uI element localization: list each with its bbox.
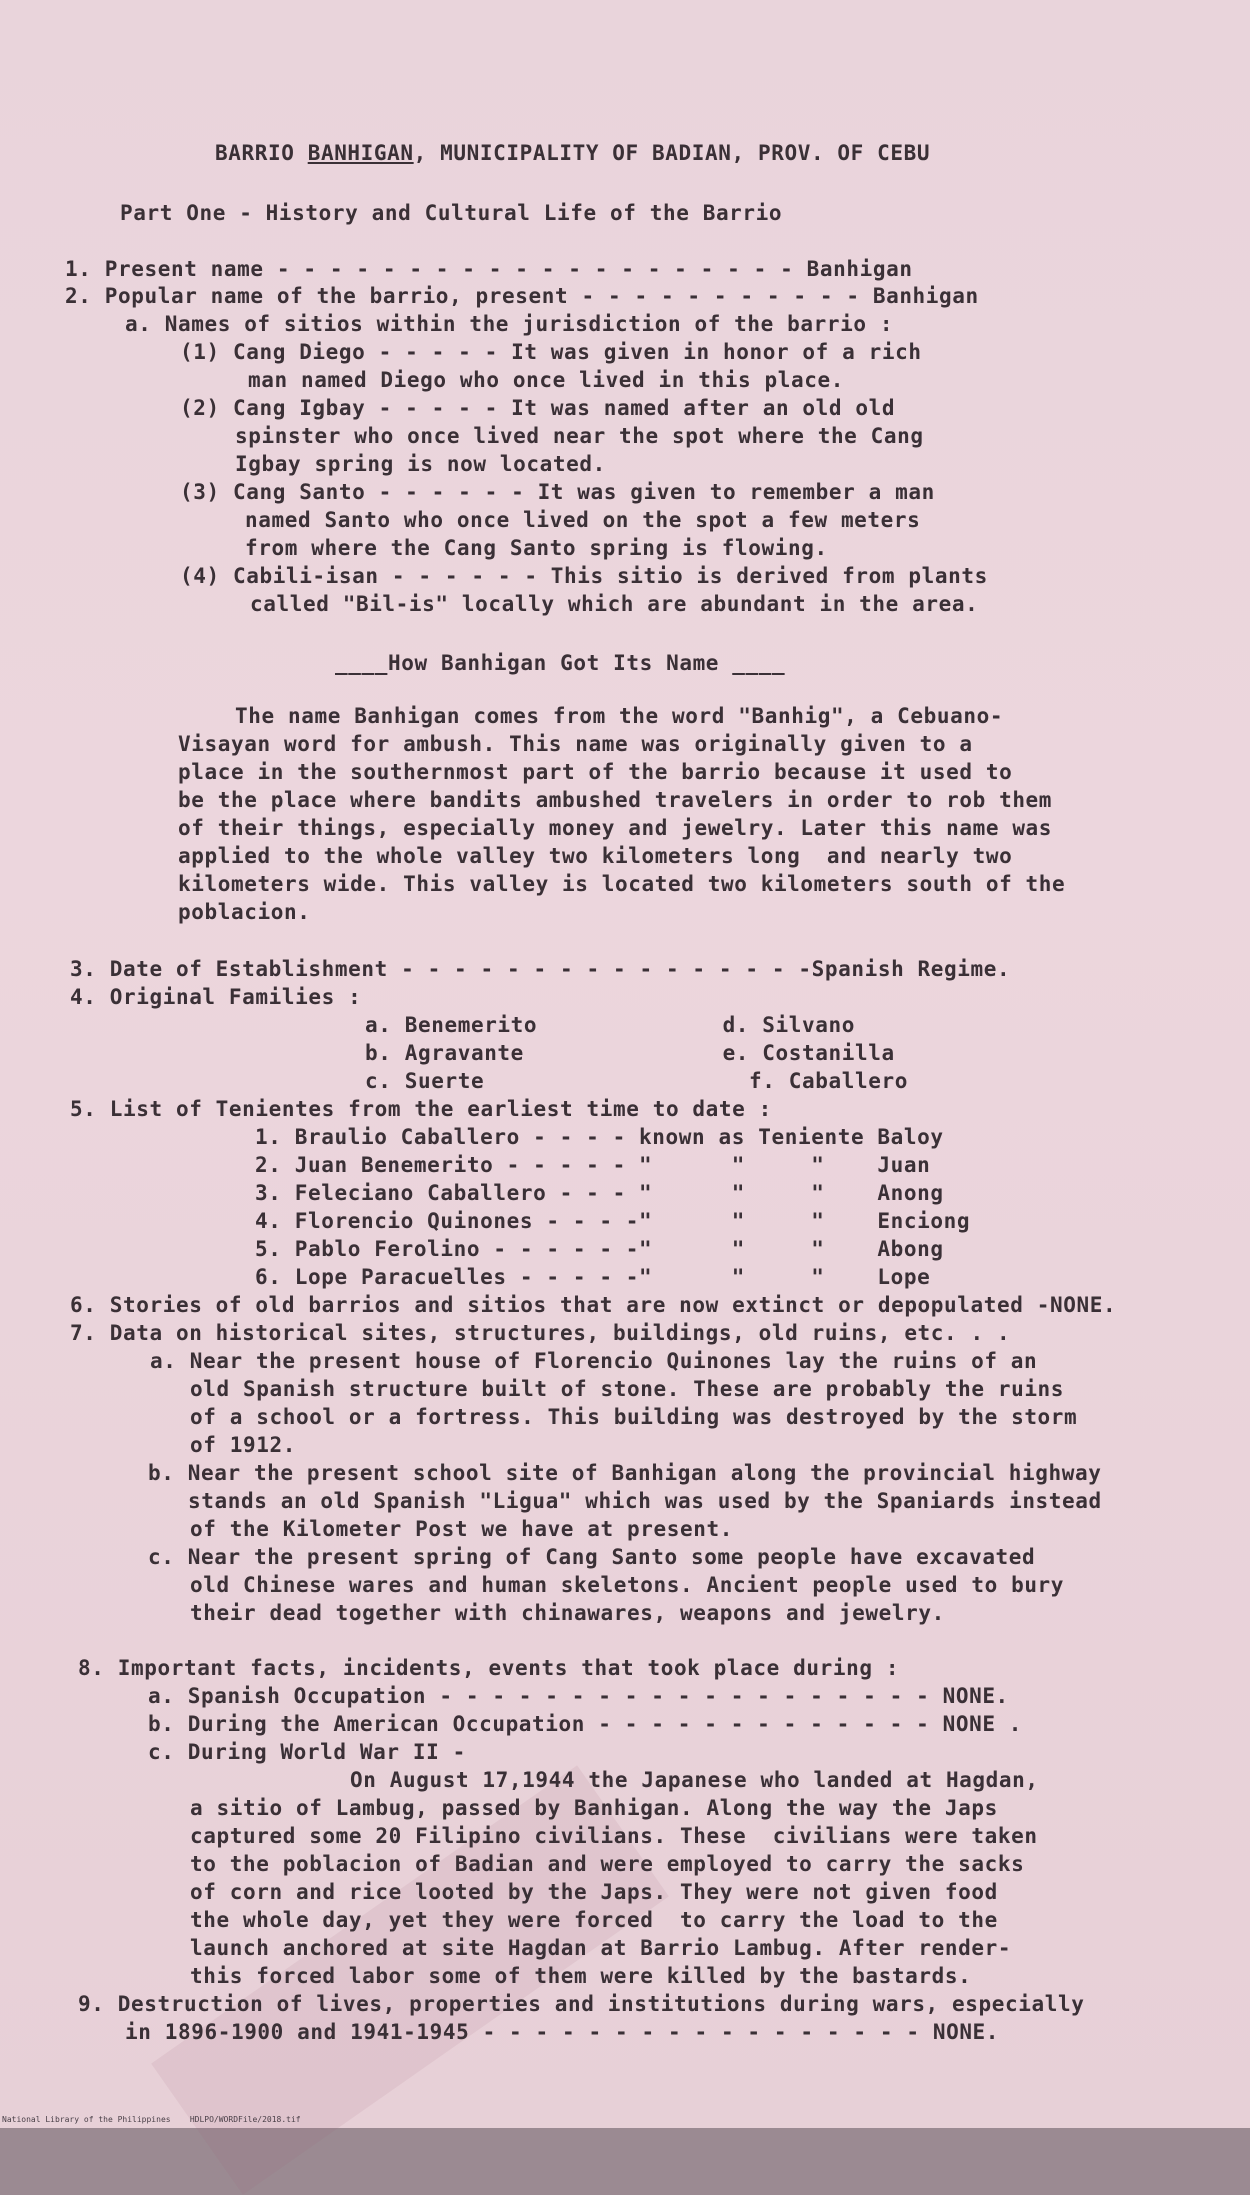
destruction-line-1: 9. Destruction of lives, properties and institutions during wars, especially: [78, 1992, 1085, 2016]
popular-name: 2. Popular name of the barrio, present - - - - - - - - - - - Banhigan: [65, 284, 979, 308]
ww2-line-7: launch anchored at site Hagdan at Barrio Lambug. After render-: [190, 1936, 1012, 1960]
historical-b-3: of the Kilometer Post we have at present.: [190, 1517, 733, 1541]
teniente-2: 2. Juan Benemerito - - - - - " " " Juan: [255, 1153, 931, 1177]
families-row-3: c. Suerte f. Caballero: [365, 1069, 908, 1093]
historical-c-2: old Chinese wares and human skeletons. Ancient people used to bury: [190, 1573, 1065, 1597]
present-name: 1. Present name - - - - - - - - - - - - - - - - - - - - Banhigan: [65, 257, 913, 281]
archive-footer: National Library of the Philippines HDLPO/WORDFile/2018.tif: [2, 2115, 301, 2124]
sitio-4-line-2: called "Bil-is" locally which are abundant in the area.: [250, 592, 979, 616]
sitio-2-line-3: Igbay spring is now located.: [235, 452, 606, 476]
families-row-1: a. Benemerito d. Silvano: [365, 1013, 855, 1037]
teniente-6: 6. Lope Paracuelles - - - - -" " " Lope: [255, 1265, 931, 1289]
title-barrio: BANHIGAN: [307, 141, 414, 165]
sitios-intro: a. Names of sitios within the jurisdiction of the barrio :: [125, 312, 894, 336]
historical-b-1: b. Near the present school site of Banhigan along the provincial highway: [148, 1461, 1102, 1485]
name-story-line-8: poblacion.: [178, 900, 311, 924]
sitio-3-line-3: from where the Cang Santo spring is flowing.: [245, 536, 828, 560]
historical-c-3: their dead together with chinawares, weapons and jewelry.: [190, 1601, 945, 1625]
ww2-line-4: to the poblacion of Badian and were employed to carry the sacks: [190, 1852, 1025, 1876]
families-row-2: b. Agravante e. Costanilla: [365, 1041, 895, 1065]
families-heading: 4. Original Families :: [70, 985, 362, 1009]
sitio-1-line-1: (1) Cang Diego - - - - - It was given in honor of a rich: [180, 340, 922, 364]
sitio-2-line-1: (2) Cang Igbay - - - - - It was named after an old old: [180, 396, 896, 420]
historical-a-3: of a school or a fortress. This building was destroyed by the storm: [190, 1405, 1078, 1429]
teniente-3: 3. Feleciano Caballero - - - " " " Anong: [255, 1181, 944, 1205]
name-story-line-3: place in the southernmost part of the barrio because it used to: [178, 760, 1013, 784]
facts-spanish: a. Spanish Occupation - - - - - - - - - - - - - - - - - - - NONE.: [148, 1684, 1009, 1708]
sitio-3-line-2: named Santo who once lived on the spot a few meters: [245, 508, 921, 532]
name-story-heading: ____How Banhigan Got Its Name ____: [335, 651, 786, 675]
historical-heading: 7. Data on historical sites, structures, buildings, old ruins, etc. . .: [70, 1321, 1011, 1345]
facts-american: b. During the American Occupation - - - - - - - - - - - - - NONE .: [148, 1712, 1023, 1736]
sitio-2-line-2: spinster who once lived near the spot where the Cang: [235, 424, 924, 448]
historical-a-2: old Spanish structure built of stone. These are probably the ruins: [190, 1377, 1065, 1401]
facts-heading: 8. Important facts, incidents, events that took place during :: [78, 1656, 900, 1680]
title-rest: , MUNICIPALITY OF BADIAN, PROV. OF CEBU: [413, 141, 931, 165]
historical-b-2: stands an old Spanish "Ligua" which was used by the Spaniards instead: [188, 1489, 1102, 1513]
part-one-heading: Part One - History and Cultural Life of the Barrio: [120, 201, 783, 225]
ww2-line-3: captured some 20 Filipino civilians. These civilians were taken: [190, 1824, 1038, 1848]
destruction-line-2: in 1896-1900 and 1941-1945 - - - - - - - - - - - - - - - - - NONE.: [125, 2020, 1000, 2044]
historical-a-4: of 1912.: [190, 1433, 296, 1457]
ww2-line-6: the whole day, yet they were forced to carry the load to the: [190, 1908, 998, 1932]
name-story-line-7: kilometers wide. This valley is located two kilometers south of the: [178, 872, 1066, 896]
teniente-4: 4. Florencio Quinones - - - -" " " Enciong: [255, 1209, 971, 1233]
name-story-line-5: of their things, especially money and jewelry. Later this name was: [178, 816, 1053, 840]
name-story-line-4: be the place where bandits ambushed travelers in order to rob them: [178, 788, 1053, 812]
name-story-line-1: The name Banhigan comes from the word "Banhig", a Cebuano-: [235, 704, 1004, 728]
teniente-5: 5. Pablo Ferolino - - - - - -" " " Abong: [255, 1237, 944, 1261]
tenientes-heading: 5. List of Tenientes from the earliest time to date :: [70, 1097, 772, 1121]
date-of-establishment: 3. Date of Establishment - - - - - - - - - - - - - - - -Spanish Regime.: [70, 957, 1011, 981]
ww2-line-5: of corn and rice looted by the Japs. They were not given food: [190, 1880, 998, 1904]
sitio-3-line-1: (3) Cang Santo - - - - - - It was given to remember a man: [180, 480, 935, 504]
ww2-line-8: this forced labor some of them were killed by the bastards.: [190, 1964, 972, 1988]
document-title: [215, 140, 930, 166]
sitio-4-line-1: (4) Cabili-isan - - - - - - This sitio is derived from plants: [180, 564, 988, 588]
historical-a-1: a. Near the present house of Florencio Quinones lay the ruins of an: [150, 1349, 1038, 1373]
facts-ww2: c. During World War II -: [148, 1740, 466, 1764]
title-prefix: BARRIO: [215, 141, 308, 165]
stories-old-barrios: 6. Stories of old barrios and sitios that are now extinct or depopulated -NONE.: [70, 1293, 1117, 1317]
name-story-line-6: applied to the whole valley two kilometers long and nearly two: [178, 844, 1013, 868]
name-story-line-2: Visayan word for ambush. This name was originally given to a: [178, 732, 973, 756]
ww2-line-2: a sitio of Lambug, passed by Banhigan. Along the way the Japs: [190, 1796, 998, 1820]
teniente-1: 1. Braulio Caballero - - - - known as Teniente Baloy: [255, 1125, 944, 1149]
historical-c-1: c. Near the present spring of Cang Santo some people have excavated: [148, 1545, 1036, 1569]
ww2-line-1: On August 17,1944 the Japanese who landed at Hagdan,: [350, 1768, 1039, 1792]
sitio-1-line-2: man named Diego who once lived in this place.: [248, 368, 844, 392]
